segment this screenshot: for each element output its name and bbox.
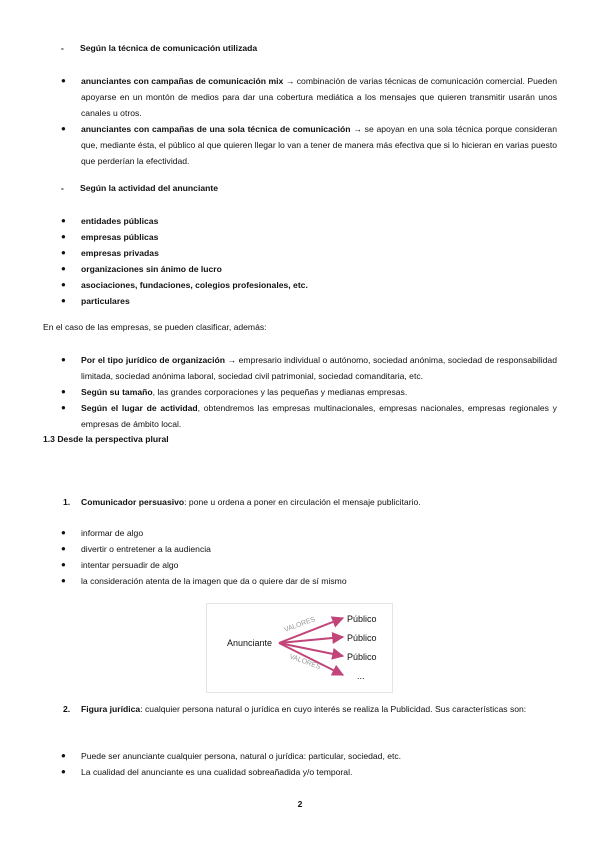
bullet-icon: ● <box>61 544 66 553</box>
list-item: ● la consideración atenta de la imagen que da o quiere dar de sí mismo <box>0 573 600 589</box>
bullet-icon: ● <box>61 560 66 569</box>
list-item: ● asociaciones, fundaciones, colegios profesionales, etc. <box>0 277 600 293</box>
section-13-block <box>0 433 600 446</box>
bullet-icon: ● <box>61 296 66 305</box>
bullet-icon: ● <box>61 751 66 760</box>
bullet-icon: ● <box>61 403 66 412</box>
item-term: Comunicador persuasivo <box>81 497 185 507</box>
list-item: ● Puede ser anunciante cualquier persona, natural o jurídica: particular, sociedad, etc. <box>0 748 600 764</box>
list-comunicador <box>0 525 600 589</box>
bullet-icon: ● <box>61 280 66 289</box>
item-text: : cualquier persona natural o jurídica en cuyo interés se realiza la Publicidad. Sus características son: <box>140 704 527 714</box>
bullet-icon: ● <box>61 355 66 364</box>
section-heading-actividad: - Según la actividad del anunciante <box>61 183 219 193</box>
list-item: ● La cualidad del anunciante es una cualidad sobreañadida y/o temporal. <box>0 764 600 780</box>
list-item: ● anunciantes con campañas de comunicación mix → combinación de varias técnicas de comunicación comercial. Pueden apoyarse en un montón de medios para dar una cobertura mediática a los mensajes que quieren transmitir usarán unos canales u otros. <box>0 73 600 121</box>
empresas-intro: En el caso de las empresas, se pueden clasificar, además: <box>43 322 267 332</box>
list-item: ● empresas privadas <box>0 245 600 261</box>
item-number: 1. <box>63 497 71 507</box>
diagram-svg <box>207 604 392 692</box>
list-item: ● entidades públicas <box>0 213 600 229</box>
list-item: ● empresas públicas <box>0 229 600 245</box>
target-publico-1: Público <box>347 614 377 624</box>
list-item: ● anunciantes con campañas de una sola técnica de comunicación → se apoyan en una sola técnica porque consideran que, mediante ésta, el público al que quieren llegar lo van a tener de manera más efectiva que si lo hicieran en varias puesto que perderían la efectividad. <box>0 121 600 169</box>
item-term: Figura jurídica <box>81 704 141 714</box>
arrow-3 <box>279 643 343 656</box>
list-actividad <box>0 213 600 309</box>
diagram-source: Anunciante <box>227 638 273 648</box>
list-item: ● divertir o entretener a la audiencia <box>0 541 600 557</box>
bullet-icon: ● <box>61 767 66 776</box>
item-number: 2. <box>63 704 71 714</box>
list-item: ● Por el tipo jurídico de organización → empresario individual o autónomo, sociedad anónima, sociedad de responsabilidad limitada, sociedad anónima laboral, sociedad civil patrimonial, sociedad comanditaria, etc. <box>0 352 600 384</box>
page-number: 2 <box>297 799 303 809</box>
section-heading-tecnica: - Según la técnica de comunicación utilizada <box>61 43 258 53</box>
valores-label-top: VALORES <box>283 616 317 634</box>
bullet-icon: ● <box>61 576 66 585</box>
numbered-item-2 <box>0 701 600 717</box>
bullet-icon: ● <box>61 76 66 85</box>
numbered-item-1 <box>0 494 600 510</box>
list-empresas <box>0 352 600 432</box>
list-item: ● intentar persuadir de algo <box>0 557 600 573</box>
target-ellipsis: ... <box>357 671 365 681</box>
list-item: ● Según el lugar de actividad, obtendremos las empresas multinacionales, empresas nacionales, empresas regionales y empresas de ámbito local. <box>0 400 600 432</box>
bullet-icon: ● <box>61 528 66 537</box>
list-item: ● Según su tamaño, las grandes corporaciones y las pequeñas y medianas empresas. <box>0 384 600 400</box>
list-item: ● organizaciones sin ánimo de lucro <box>0 261 600 277</box>
item-text: : pone u ordena a poner en circulación el mensaje publicitario. <box>184 497 421 507</box>
list-tecnica <box>0 73 600 169</box>
anunciante-diagram <box>206 603 393 693</box>
empresas-intro-block <box>0 321 600 334</box>
bullet-icon: ● <box>61 216 66 225</box>
list-item: ● particulares <box>0 293 600 309</box>
list-figura <box>0 748 600 780</box>
target-publico-3: Público <box>347 652 377 662</box>
target-publico-2: Público <box>347 633 377 643</box>
bullet-icon: ● <box>61 248 66 257</box>
bullet-icon: ● <box>61 232 66 241</box>
valores-label-bottom: VALORES <box>288 653 322 672</box>
bullet-icon: ● <box>61 124 66 133</box>
section-heading-13: 1.3 Desde la perspectiva plural <box>43 434 169 444</box>
bullet-icon: ● <box>61 387 66 396</box>
list-item: ● informar de algo <box>0 525 600 541</box>
bullet-icon: ● <box>61 264 66 273</box>
